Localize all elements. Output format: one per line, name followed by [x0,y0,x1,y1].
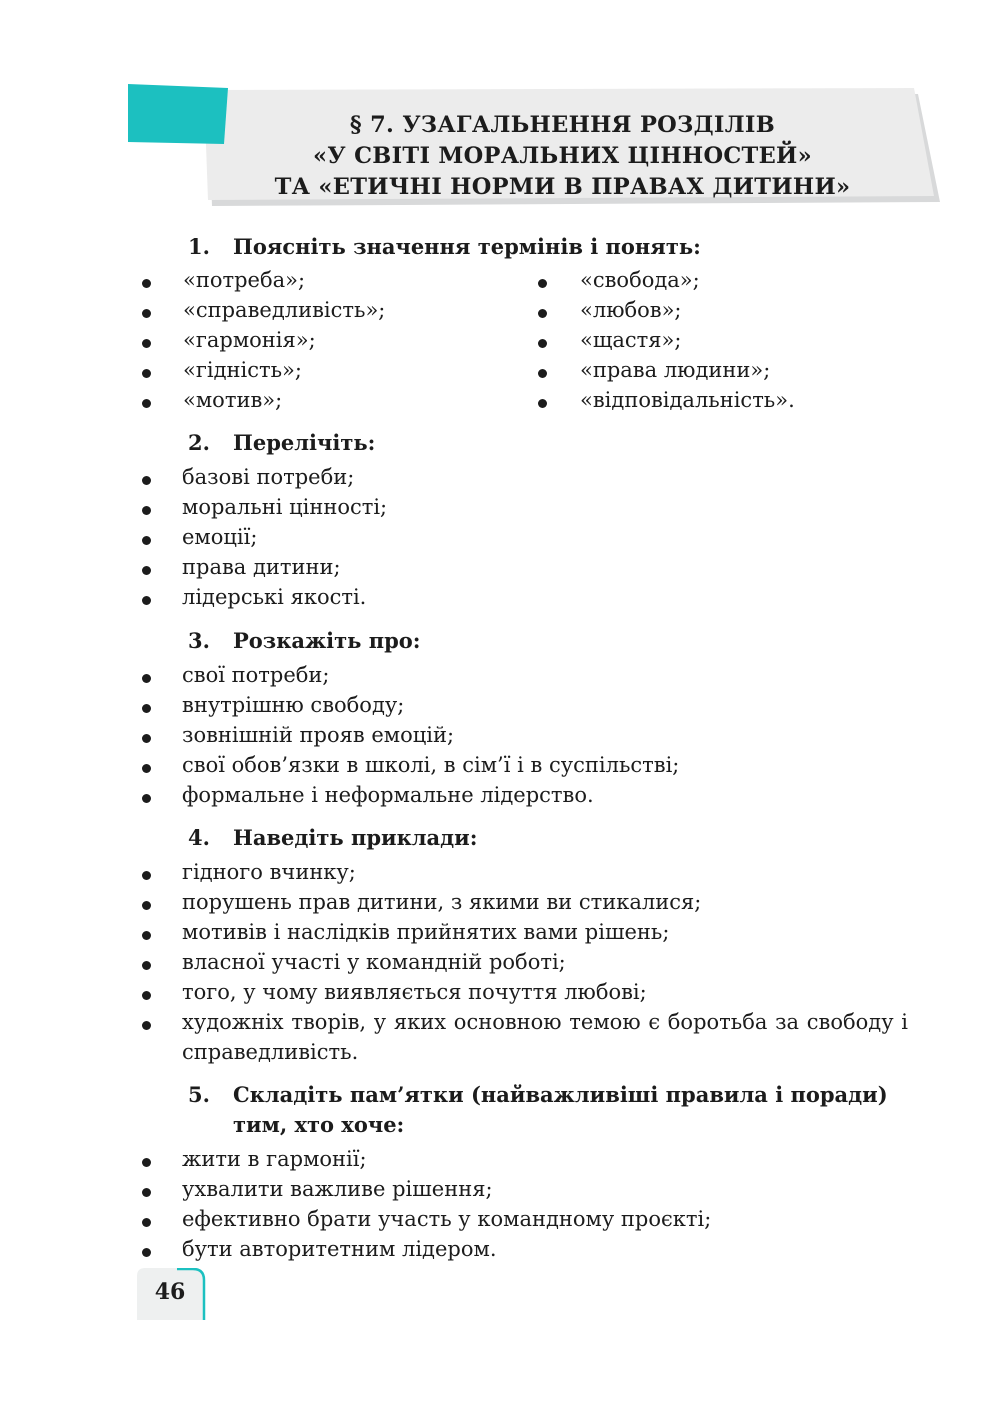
list-item: «мотив»; [183,388,283,412]
bullet [142,566,151,575]
list-item: свої обов’язки в школі, в сім’ї і в суспільстві; [182,753,680,777]
question-number: 5. [188,1082,210,1107]
question-1-heading [188,232,701,262]
bullet [142,399,151,408]
bullet [142,674,151,683]
question-text-line-2: тим, хто хоче: [233,1112,405,1137]
question-text: Поясніть значення термінів і понять: [233,234,701,259]
list-item: «щастя»; [580,328,682,352]
bullet [142,1158,151,1167]
bullet [142,901,151,910]
list-item: «свобода»; [580,268,700,292]
question-number: 2. [188,430,210,455]
list-item: емоції; [182,525,258,549]
question-number: 3. [188,628,210,653]
list-item: «права людини»; [580,358,771,382]
bullet [538,339,547,348]
list-item: «гармонія»; [183,328,316,352]
list-item: гідного вчинку; [182,860,356,884]
question-text: Перелічіть: [233,430,376,455]
list-item: свої потреби; [182,663,330,687]
bullet [142,369,151,378]
question-text-line-1: Складіть пам’ятки (найважливіші правила і поради) [233,1082,888,1107]
list-item: базові потреби; [182,465,355,489]
list-item: художніх творів, у яких основною темою є боротьба за свободу і справедливість. [182,1010,908,1064]
list-item: права дитини; [182,555,341,579]
bullet [142,704,151,713]
title-line-2: «У СВІТІ МОРАЛЬНИХ ЦІННОСТЕЙ» [313,143,812,169]
bullet [142,1218,151,1227]
question-2-heading [188,428,375,458]
question-number: 1. [188,234,210,259]
list-item: порушень прав дитини, з якими ви стикалися; [182,890,702,914]
bullet [142,794,151,803]
bullet [142,506,151,515]
section-title [210,110,915,203]
question-number: 4. [188,825,210,850]
bullet [142,339,151,348]
list-item: «справедливість»; [183,298,386,322]
bullet [142,991,151,1000]
list-item: зовнішній прояв емоцій; [182,723,455,747]
list-item: мотивів і наслідків прийнятих вами рішень; [182,920,670,944]
question-text: Розкажіть про: [233,628,421,653]
bullet [538,279,547,288]
bullet [142,476,151,485]
bullet [142,1188,151,1197]
page-number: 46 [154,1279,186,1305]
bullet [142,871,151,880]
list-item: бути авторитетним лідером. [182,1237,497,1261]
bullet [142,279,151,288]
list-item: формальне і неформальне лідерство. [182,783,594,807]
list-item: «любов»; [580,298,682,322]
list-item: жити в гармонії; [182,1147,367,1171]
title-line-3: ТА «ЕТИЧНІ НОРМИ В ПРАВАХ ДИТИНИ» [274,174,851,200]
bullet [142,309,151,318]
question-3-heading [188,626,421,656]
title-line-1: § 7. УЗАГАЛЬНЕННЯ РОЗДІЛІВ [349,112,776,138]
bullet [538,369,547,378]
list-item: ухвалити важливе рішення; [182,1177,493,1201]
list-item: «потреба»; [183,268,306,292]
bullet [142,1021,151,1030]
list-item: «гідність»; [183,358,302,382]
list-item: «відповідальність». [580,388,795,412]
bullet [142,536,151,545]
bullet [142,764,151,773]
list-item: моральні цінності; [182,495,388,519]
bullet [142,596,151,605]
question-text: Наведіть приклади: [233,825,478,850]
bullet [538,399,547,408]
list-item: лідерські якості. [182,585,367,609]
bullet [142,734,151,743]
question-4-heading [188,823,477,853]
list-item: внутрішню свободу; [182,693,405,717]
bullet [142,931,151,940]
question-5-heading [188,1080,888,1140]
bullet [142,1248,151,1257]
bullet [142,961,151,970]
list-item: ефективно брати участь у командному проєкті; [182,1207,712,1231]
list-item: того, у чому виявляється почуття любові; [182,980,647,1004]
bullet [538,309,547,318]
list-item: власної участі у командній роботі; [182,950,566,974]
